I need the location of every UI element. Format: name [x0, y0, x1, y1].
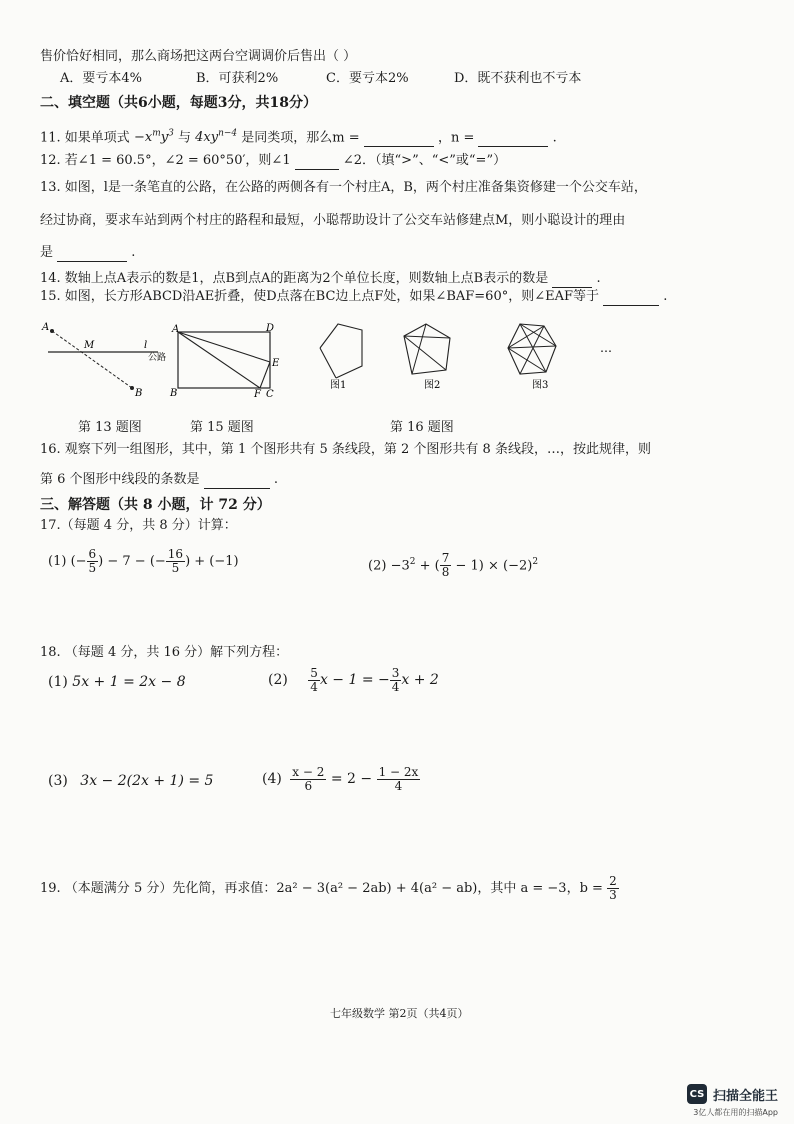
label-m: M — [84, 340, 95, 351]
q17-p1-frac1 — [87, 548, 99, 575]
scanner-app-name: 扫描全能王 — [712, 1088, 778, 1104]
label-d: D — [266, 323, 275, 334]
q18-p3-eq: 3x − 2(2x + 1) = 5 — [80, 773, 214, 789]
q12-after: ∠2．（填“>”、“<”或“=”） — [342, 153, 507, 168]
q18-part1 — [48, 673, 186, 691]
label-l: l — [144, 340, 148, 351]
q11-y1: y — [160, 130, 169, 146]
q13-line3-end: . — [131, 245, 136, 260]
label-b: B — [135, 388, 143, 399]
q18-part2 — [268, 664, 439, 696]
q19-frac — [607, 875, 619, 902]
q18-p2-frac2-den: 4 — [391, 679, 400, 694]
figure-15 — [168, 320, 288, 398]
q18-p4-label: (4) — [262, 771, 282, 787]
q18-p2-end: x + 2 — [401, 672, 439, 688]
q13-line3-prefix: 是 — [40, 245, 54, 260]
q10-option-a: A．要亏本4% — [60, 71, 143, 86]
q19 — [40, 874, 619, 904]
q15-blank[interactable] — [603, 291, 659, 306]
q17-p2-exp: 2 — [409, 557, 416, 567]
q11-exp-m: m — [152, 129, 161, 139]
q17-p1-frac1-den: 5 — [88, 561, 97, 575]
q11-blank-n[interactable] — [478, 132, 548, 147]
caption-15: 第 15 题图 — [190, 420, 254, 435]
q13-line3 — [40, 244, 135, 262]
q15-end: . — [663, 289, 668, 304]
point-b-dot — [130, 386, 134, 390]
section2-heading: 二、填空题（共6小题，每题3分，共18分） — [40, 95, 317, 111]
q17-p2-frac — [440, 552, 452, 579]
q17-p1-c: ) + (−1) — [185, 554, 239, 569]
q17-part2 — [368, 548, 538, 580]
q11-text: 11. 如果单项式 — [40, 130, 130, 146]
q17-p2-exp2: 2 — [532, 557, 539, 567]
q17-intro: 17.（每题 4 分，共 8 分）计算： — [40, 518, 237, 533]
q17-p1-frac2-num: 16 — [167, 547, 184, 561]
label-a: A — [42, 322, 50, 333]
q17-p1-frac1-num: 6 — [88, 547, 97, 561]
q18-p4-mid: = 2 − — [326, 771, 377, 787]
q17-p2-b: + ( — [415, 558, 440, 574]
q11-suffix: 是同类项，那么m = — [241, 130, 360, 146]
q11-blank-m[interactable] — [364, 132, 434, 147]
label-e: E — [272, 358, 280, 369]
q16-line1: 16. 观察下列一组图形，其中，第 1 个图形共有 5 条线段，第 2 个图形共有 8 条线段，…，按此规律，则 — [40, 442, 651, 457]
scanner-watermark — [687, 1084, 778, 1104]
point-a-dot — [50, 329, 54, 333]
q17-p2-c: − 1) × (−2) — [451, 558, 533, 574]
q11-term2: 4xy — [195, 130, 219, 146]
q11-n-label: ，n = — [437, 130, 475, 146]
q11-and: 与 — [177, 130, 191, 146]
q11-term1: −x — [133, 130, 153, 146]
figure-13 — [40, 318, 180, 400]
segment-af — [178, 332, 260, 388]
q18-p4-frac1 — [290, 766, 326, 793]
shape-1-close — [320, 348, 336, 378]
q17-p1-frac2-den: 5 — [171, 561, 180, 575]
rectangle-abcd — [178, 332, 270, 388]
q10-option-b: B．可获利2% — [196, 71, 279, 86]
figure-16 — [300, 318, 630, 398]
shape-2-label: 图2 — [424, 380, 441, 391]
q18-p2-frac1-num: 5 — [310, 665, 318, 680]
q14-text: 14. 数轴上点A表示的数是1，点B到点A的距离为2个单位长度，则数轴上点B表示的数是 — [40, 271, 549, 286]
q18-part4 — [262, 762, 420, 796]
label-a: A — [172, 324, 180, 335]
section3-heading: 三、解答题（共 8 小题，计 72 分） — [40, 497, 271, 513]
q18-p4-frac1-num: x − 2 — [292, 764, 325, 779]
label-f: F — [254, 389, 261, 398]
caption-16: 第 16 题图 — [390, 420, 454, 435]
q18-p4-frac2-den: 4 — [394, 778, 403, 793]
q17-p1-label: (1) — [48, 554, 67, 569]
q16-line2-prefix: 第 6 个图形中线段的条数是 — [40, 472, 200, 487]
label-b: B — [170, 388, 178, 398]
q19-frac-num: 2 — [609, 874, 617, 888]
segment-fe — [260, 362, 270, 388]
label-road: 公路 — [148, 353, 167, 363]
q18-p1-label: (1) — [48, 674, 68, 690]
shape-1-label: 图1 — [330, 380, 347, 391]
q12-blank[interactable] — [295, 155, 339, 170]
q16-line2 — [40, 471, 278, 489]
label-c: C — [266, 389, 274, 398]
q18-p2-frac1-den: 4 — [310, 679, 318, 694]
q17-p2-label: (2) — [368, 558, 387, 574]
q18-p3-label: (3) — [48, 773, 68, 789]
q13-line1: 13. 如图，l是一条笔直的公路，在公路的两侧各有一个村庄A，B，两个村庄准备集资修建一个公交车站， — [40, 180, 647, 195]
shape-ellipsis: … — [600, 341, 612, 355]
q17-p1-a: (− — [70, 554, 87, 569]
q18-p4-frac2-num: 1 − 2x — [378, 764, 419, 779]
q11-exp-n: n−4 — [218, 129, 238, 139]
scanner-tagline: 3亿人都在用的扫描App — [693, 1108, 778, 1117]
q10-option-d: D．既不获利也不亏本 — [454, 71, 582, 86]
q19-text: 19. （本题满分 5 分）先化简，再求值：2a² − 3(a² − 2ab) + 4(a² − ab)，其中 a = −3，b = — [40, 881, 603, 896]
q19-frac-den: 3 — [609, 888, 617, 902]
q13-blank[interactable] — [57, 247, 127, 262]
q18-p4-frac2 — [377, 766, 421, 793]
q14-end: . — [596, 271, 601, 286]
q15 — [40, 288, 667, 306]
shape-2-diag-3 — [412, 324, 426, 374]
q11 — [40, 125, 557, 147]
q18-p2-frac1 — [308, 667, 320, 694]
scanner-logo-icon: CS — [687, 1084, 707, 1104]
q18-p1-eq: 5x + 1 = 2x − 8 — [72, 674, 186, 690]
q17-p2-a: −3 — [390, 558, 410, 574]
q14-blank[interactable] — [552, 273, 592, 288]
q18-p4-frac1-den: 6 — [304, 778, 313, 793]
q18-p2-frac2-num: 3 — [391, 665, 400, 680]
caption-13: 第 13 题图 — [78, 420, 142, 435]
q18-p2-frac2 — [390, 667, 402, 694]
q18-part3 — [48, 772, 213, 790]
q10-tail: 售价恰好相同，那么商场把这两台空调调价后售出（ ） — [40, 49, 357, 64]
page-footer: 七年级数学 第2页（共4页） — [330, 1007, 469, 1020]
shape-1-path — [320, 324, 362, 378]
q11-end: . — [552, 130, 557, 146]
q17-p2-frac-den: 8 — [441, 565, 450, 580]
shape-2-outline — [404, 324, 450, 374]
q18-p2-label: (2) — [268, 672, 288, 688]
q11-exp3: 3 — [168, 129, 174, 139]
q17-p1-frac2 — [166, 548, 185, 575]
q13-line2: 经过协商，要求车站到两个村庄的路程和最短，小聪帮助设计了公交车站修建点M，则小聪设计的理由 — [40, 213, 626, 228]
q17-part1 — [48, 548, 239, 576]
fold-line-ae — [178, 332, 270, 362]
q15-text: 15. 如图，长方形ABCD沿AE折叠，使D点落在BC边上点F处，如果∠BAF=60°，则∠EAF等于 — [40, 289, 600, 304]
q10-option-c: C．要亏本2% — [326, 71, 409, 86]
q16-blank[interactable] — [204, 474, 270, 489]
q14 — [40, 270, 601, 288]
q18-p2-mid: x − 1 = − — [319, 672, 390, 688]
q12 — [40, 152, 506, 170]
q16-line2-end: . — [273, 472, 278, 487]
shape-2-diag-1 — [404, 336, 450, 338]
shape-3-label: 图3 — [532, 380, 549, 391]
q18-intro: 18. （每题 4 分，共 16 分）解下列方程： — [40, 645, 289, 660]
q17-p1-b: ) − 7 − (− — [98, 554, 166, 569]
q17-p2-frac-num: 7 — [441, 551, 450, 566]
q12-text: 12. 若∠1 = 60.5°，∠2 = 60°50′，则∠1 — [40, 153, 291, 168]
